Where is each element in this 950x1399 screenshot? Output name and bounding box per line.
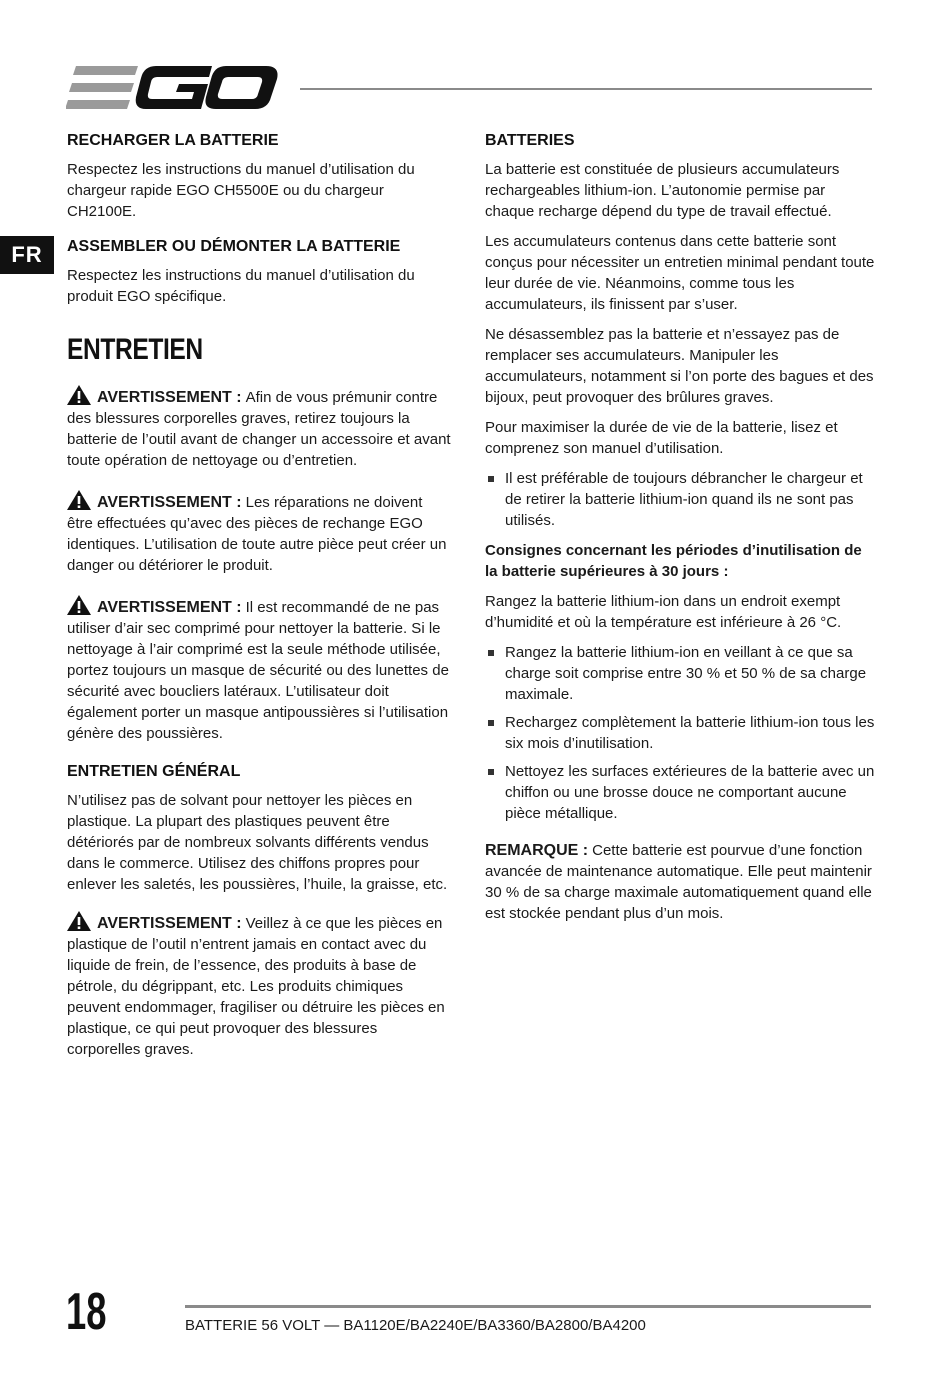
warning-triangle-icon	[67, 595, 91, 615]
storage-heading: Consignes concernant les périodes d’inutilisation de la batterie supérieures à 30 jours :	[485, 542, 862, 580]
batteries-paragraph-1: La batterie est constituée de plusieurs accumulateurs rechargeables lithium-ion. L’autonomie permise par chaque recharge dépend du type de travail effectué.	[485, 161, 840, 220]
bullet-list-1	[485, 468, 875, 531]
warning-text-4: Veillez à ce que les pièces en plastique de l’outil n’entrent jamais en contact avec du liquide de frein, de l’essence, des produits à base de pétrole, du dégrippant, etc. Les produits chimiques peuvent endommager, fragiliser ou détruire les pièces en plastique, ce qui peut provoquer des blessures corporelles graves.	[67, 915, 445, 1058]
section-title-assemble: ASSEMBLER OU DÉMONTER LA BATTERIE	[67, 238, 401, 255]
section-body-general: N’utilisez pas de solvant pour nettoyer les pièces en plastique. La plupart des plastiques peuvent être détériorés par de nombreux solvants différents vendus dans le commerce. Utilisez des chiffons propres pour enlever les saletés, les poussières, l’huile, la graisse, etc.	[67, 792, 448, 893]
batteries-paragraph-2: Les accumulateurs contenus dans cette batterie sont conçus pour nécessiter un entretien minimal pendant toute leur durée de vie. Néanmoins, comme tous les accumulateurs, ils finissent par s’user.	[485, 233, 875, 313]
section-body-assemble: Respectez les instructions du manuel d’utilisation du produit EGO spécifique.	[67, 267, 415, 305]
list-item: Nettoyez les surfaces extérieures de la batterie avec un chiffon ou une brosse douce ne comportant aucune pièce métallique.	[485, 761, 875, 824]
bullet-list-2	[485, 642, 875, 824]
section-body-recharge: Respectez les instructions du manuel d’utilisation du chargeur rapide EGO CH5500E ou du chargeur CH2100E.	[67, 161, 415, 220]
section-title-general: ENTRETIEN GÉNÉRAL	[67, 763, 241, 780]
warning-text-2: Les réparations ne doivent être effectuées qu’avec des pièces de rechange EGO identiques. L’utilisation de toute autre pièce peut créer un danger ou détériorer le produit.	[67, 494, 447, 574]
footer-rule	[185, 1305, 871, 1308]
list-item: Rangez la batterie lithium-ion en veillant à ce que sa charge soit comprise entre 30 % et 50 % de sa charge maximale.	[485, 642, 875, 705]
warning-label: AVERTISSEMENT :	[97, 494, 242, 511]
heading-entretien: ENTRETIEN	[67, 333, 203, 366]
ego-logo	[66, 64, 280, 112]
batteries-paragraph-3: Ne désassemblez pas la batterie et n’essayez pas de remplacer ses accumulateurs. Manipuler les accumulateurs, notamment si l’on porte des bagues et des bijoux, peut provoquer des brûlures graves.	[485, 326, 874, 406]
warning-triangle-icon	[67, 490, 91, 510]
warning-label: AVERTISSEMENT :	[97, 599, 242, 616]
note-block	[485, 840, 875, 924]
note-label: REMARQUE :	[485, 842, 589, 859]
warning-label: AVERTISSEMENT :	[97, 915, 242, 932]
footer-text: BATTERIE 56 VOLT — BA1120E/BA2240E/BA3360/BA2800/BA4200	[185, 1317, 646, 1334]
header-rule	[300, 88, 872, 90]
note-text: Cette batterie est pourvue d’une fonction avancée de maintenance automatique. Elle peut maintenir 30 % de sa charge maximale automatiquement quand elle est stockée pendant plus d’un mois.	[485, 842, 872, 922]
warning-block-1	[67, 385, 452, 471]
warning-label: AVERTISSEMENT :	[97, 389, 242, 406]
section-title-recharge: RECHARGER LA BATTERIE	[67, 132, 279, 149]
warning-block-4	[67, 911, 452, 1060]
list-item: Rechargez complètement la batterie lithium-ion tous les six mois d’inutilisation.	[485, 712, 875, 754]
list-item: Il est préférable de toujours débrancher le chargeur et de retirer la batterie lithium-ion quand ils ne sont pas utilisés.	[485, 468, 875, 531]
warning-block-2	[67, 490, 452, 576]
storage-paragraph: Rangez la batterie lithium-ion dans un endroit exempt d’humidité et où la température est inférieure à 26 °C.	[485, 593, 842, 631]
warning-text-1: Afin de vous prémunir contre des blessures corporelles graves, retirez toujours la batterie de l’outil avant de changer un accessoire et avant toute opération de nettoyage ou d’entretien.	[67, 389, 451, 469]
warning-block-3	[67, 595, 452, 744]
page-number: 18	[66, 1283, 107, 1341]
batteries-paragraph-4: Pour maximiser la durée de vie de la batterie, lisez et comprenez son manuel d’utilisation.	[485, 419, 838, 457]
warning-triangle-icon	[67, 385, 91, 405]
language-tab: FR	[0, 236, 54, 274]
warning-text-3: Il est recommandé de ne pas utiliser d’air sec comprimé pour nettoyer la batterie. Si le nettoyage à l’air comprimé est la seule méthode utilisée, portez toujours un masque de sécurité ou des lunettes de sécurité avec boucliers latéraux. L’utilisateur doit également porter un masque antipoussières si l’utilisation génère des poussières.	[67, 599, 449, 742]
section-title-batteries: BATTERIES	[485, 132, 575, 149]
warning-triangle-icon	[67, 911, 91, 931]
left-column	[67, 132, 452, 1079]
right-column	[485, 132, 875, 933]
